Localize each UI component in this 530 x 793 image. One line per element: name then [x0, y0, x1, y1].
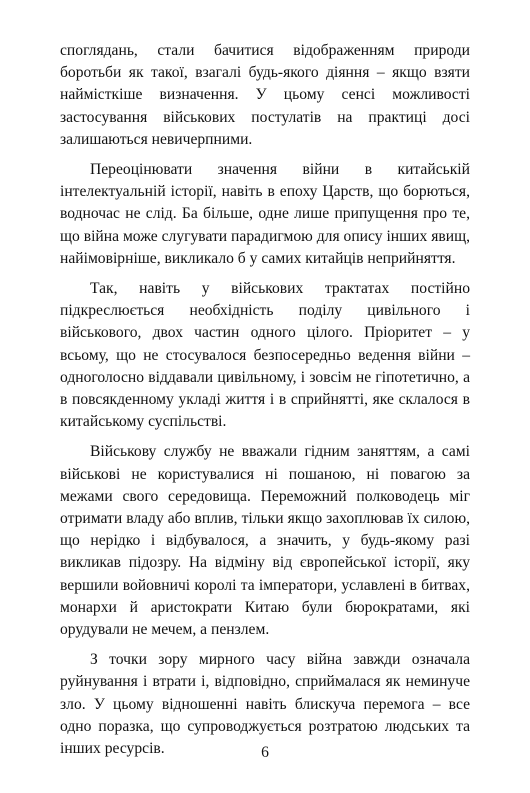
body-text: [60, 40, 470, 760]
paragraph: Переоцінювати значення війни в китайській інтелектуальній історії, навіть в епоху Царств, що борються, водночас не слід. Ба більше, одне лише припущення про те, що війна може слугувати парадигмою для опису інших явищ, найімовірніше, викликало б у самих китайців неприйняття.: [60, 161, 470, 267]
paragraph-continuation: споглядань, стали бачитися відображенням природи боротьби як такої, взагалі будь-якого діяння – якщо взяти наймісткіше визначення. У цьому сенсі можливості застосування військових постулатів на практиці досі залишаються невичерпними.: [60, 42, 470, 148]
paragraph: Військову службу не вважали гідним заняттям, а самі військові не користувалися ні пошаною, ні повагою за межами свого середовища. Переможний полководець міг отримати владу або вплив, тільки якщо захоплював їх силою, що нерідко і відбувалося, а значить, у будь-якому разі викликав підозру. На відміну від європейської історії, яку вершили войовничі королі та імператори, уславлені в битвах, монархи й аристократи Китаю були бюрократами, які орудували не мечем, а пензлем.: [60, 443, 470, 639]
page-number: 6: [261, 744, 269, 761]
paragraph: Так, навіть у військових трактатах постійно підкреслюється необхідність поділу цивільного і військового, двох частин одного цілого. Пріоритет – у всьому, що не стосувалося безпосередньо ведення війни – одноголосно віддавали цивільному, і зовсім не гіпотетично, а в повсякденному укладі життя і в сприйнятті, яке склалося в китайському суспільстві.: [60, 280, 470, 431]
paragraph: З точки зору мирного часу війна завжди означала руйнування і втрати і, відповідно, сприймалася як неминуче зло. У цьому відношенні навіть блискуча перемога – все одно поразка, що супроводжується розтратою людських та інших ресурсів.: [60, 651, 470, 758]
